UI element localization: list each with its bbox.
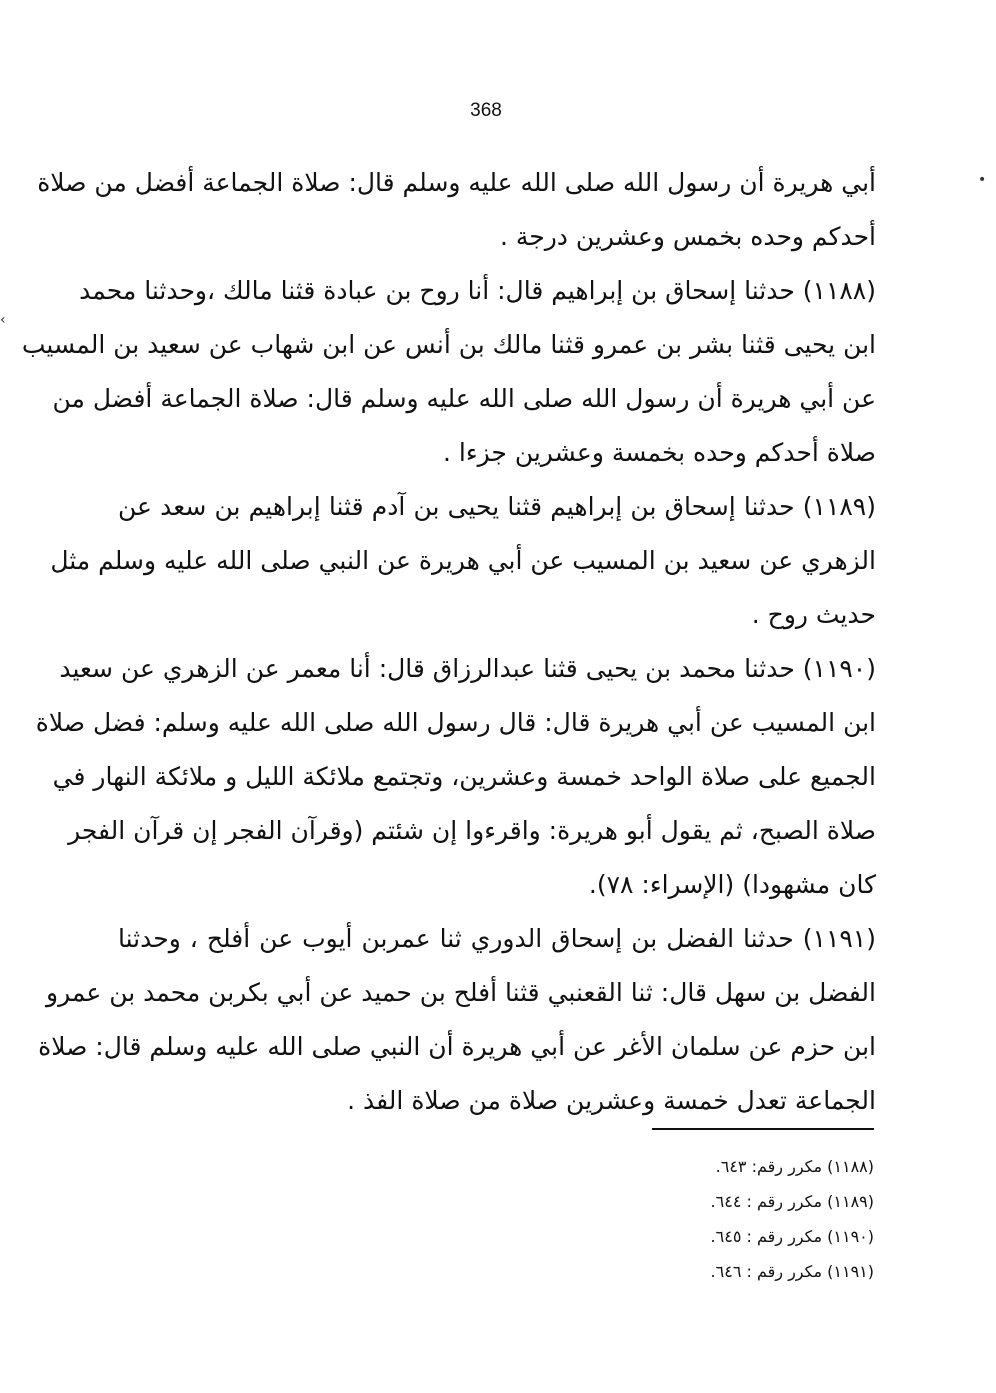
text-line: كان مشهودا) (الإسراء: ٧٨). <box>588 870 876 899</box>
text-line: ابن يحيى قثنا بشر بن عمرو قثنا مالك بن أنس عن ابن شهاب عن سعيد بن المسيب <box>21 330 876 359</box>
text-line: ابن حزم عن سلمان الأغر عن أبي هريرة أن النبي صلى الله عليه وسلم قال: صلاة <box>38 1032 876 1061</box>
footnote: (١١٨٩) مكرر رقم : ٦٤٤. <box>710 1192 874 1211</box>
margin-mark: • <box>978 172 987 188</box>
text-line: عن أبي هريرة أن رسول الله صلى الله عليه وسلم قال: صلاة الجماعة أفضل من <box>52 384 876 413</box>
margin-mark: ‹ <box>0 312 6 328</box>
text-line: (١١٩٠) حدثنا محمد بن يحيى قثنا عبدالرزاق قال: أنا معمر عن الزهري عن سعيد <box>59 654 876 683</box>
text-line: الجماعة تعدل خمسة وعشرين صلاة من صلاة الفذ . <box>347 1086 876 1115</box>
footnotes <box>600 1149 874 1289</box>
text-line: صلاة الصبح، ثم يقول أبو هريرة: واقرءوا إن شئتم (وقرآن الفجر إن قرآن الفجر <box>68 816 876 845</box>
page-number: 368 <box>470 100 502 121</box>
footnote-divider <box>652 1128 874 1130</box>
text-line: الزهري عن سعيد بن المسيب عن أبي هريرة عن النبي صلى الله عليه وسلم مثل <box>50 546 876 575</box>
text-line: ابن المسيب عن أبي هريرة قال: قال رسول الله صلى الله عليه وسلم: فضل صلاة <box>35 708 876 737</box>
text-line: حديث روح . <box>751 600 876 629</box>
text-line: الجميع على صلاة الواحد خمسة وعشرين، وتجتمع ملائكة الليل و ملائكة النهار في <box>52 762 876 791</box>
footnote: (١١٨٨) مكرر رقم: ٦٤٣. <box>715 1157 874 1176</box>
text-line: صلاة أحدكم وحده بخمسة وعشرين جزءا . <box>443 438 876 467</box>
text-line: أبي هريرة أن رسول الله صلى الله عليه وسلم قال: صلاة الجماعة أفضل من صلاة <box>37 168 876 197</box>
text-line: (١١٩١) حدثنا الفضل بن إسحاق الدوري ثنا عمربن أيوب عن أفلح ، وحدثنا <box>118 924 876 953</box>
text-line: الفضل بن سهل قال: ثنا القعنبي قثنا أفلح بن حميد عن أبي بكربن محمد بن عمرو <box>46 978 876 1007</box>
text-line: أحدكم وحده بخمس وعشرين درجة . <box>499 222 876 251</box>
footnote: (١١٩٠) مكرر رقم : ٦٤٥. <box>710 1227 874 1246</box>
body-text <box>21 156 876 1128</box>
text-line: (١١٨٩) حدثنا إسحاق بن إبراهيم قثنا يحيى بن آدم قثنا إبراهيم بن سعد عن <box>118 492 876 521</box>
footnote: (١١٩١) مكرر رقم : ٦٤٦. <box>710 1262 874 1281</box>
text-line: (١١٨٨) حدثنا إسحاق بن إبراهيم قال: أنا روح بن عبادة قثنا مالك ،وحدثنا محمد <box>79 276 876 305</box>
